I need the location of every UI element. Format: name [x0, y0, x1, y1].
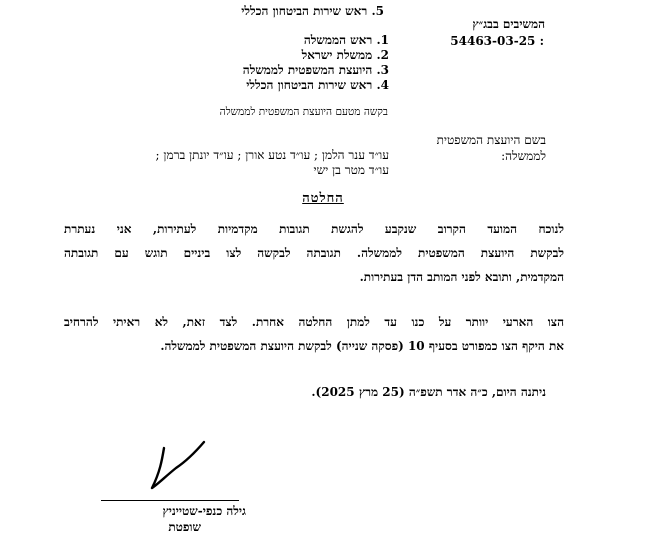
paragraph-line: את היקף הצו כמפורט בסעיף 10 (פסקה שנייה) לבקשת היועצת המשפטית לממשלה.	[160, 339, 564, 353]
paragraph-line: המקדמית, ותובא לפני המותב הדן בעתירות.	[359, 270, 564, 284]
lawyers-line1: עו״ד ענר הלמן ; עו״ד נטע אורן ; עו״ד יונתן ברמן ;	[155, 148, 389, 162]
date-line: ניתנה היום, כ״ה אדר תשפ״ה (25 מרץ 2025).	[311, 385, 546, 399]
judge-title: שופטת	[168, 520, 201, 534]
judge-name: גילה כנפי-שטייניץ	[162, 504, 246, 518]
representation-label-line2: לממשלה:	[501, 149, 546, 163]
respondent-item: 2. ממשלת ישראל	[301, 48, 389, 62]
paragraph-line: הצו הארעי יוותר על כנו עד למתן החלטה אחרת. לצד זאת, לא ראיתי להרחיב	[64, 315, 564, 329]
case-number: 54463-03-25 :	[450, 34, 544, 48]
paragraph-line: לבקשת היועצת המשפטית לממשלה. תגובתה לבקשה לצו ביניים תוגש עם תגובתה	[64, 246, 564, 260]
respondent-item: 4. ראש שירות הביטחון הכללי	[246, 78, 389, 92]
respondent-item: 3. היועצת המשפטית לממשלה	[242, 63, 389, 77]
signature-line	[101, 500, 239, 501]
decision-paragraph-2	[64, 310, 564, 358]
signature-graphic	[140, 440, 210, 500]
representation-label-line1: בשם היועצת המשפטית	[436, 133, 546, 147]
lawyers-line2: עו״ד מטר בן ישי	[313, 163, 389, 177]
decision-title: החלטה	[302, 191, 344, 206]
request-note: בקשה מטעם היועצת המשפטית לממשלה	[219, 106, 388, 118]
top-respondent-line: 5. ראש שירות הביטחון הכללי	[241, 4, 384, 18]
respondents-label: המשיבים בבג״ץ	[472, 17, 545, 31]
paragraph-line: לנוכח המועד הקרוב שנקבע להגשת תגובות מקדמיות לעתירות, אני נעתרת	[64, 222, 564, 236]
decision-paragraph-1	[64, 217, 564, 289]
respondent-item: 1. ראש הממשלה	[303, 33, 389, 47]
